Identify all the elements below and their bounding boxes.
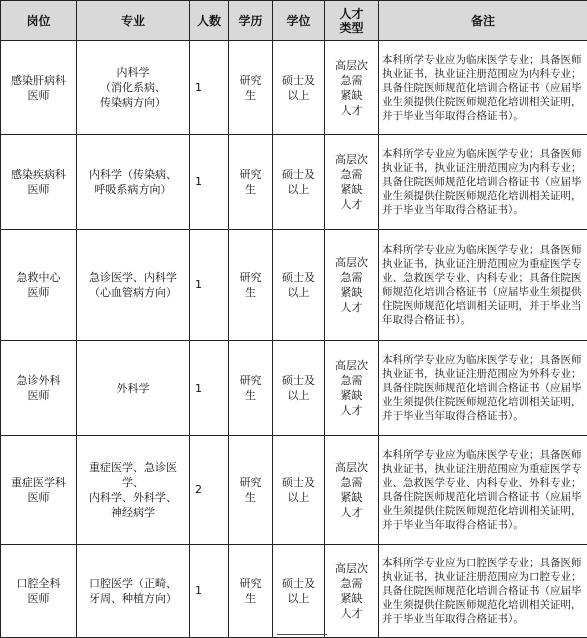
cell-position: 重症医学科 医师 — [1, 436, 77, 544]
cell-position: 急诊外科 医师 — [1, 340, 77, 435]
cell-degree: 硕士及 以上 — [273, 135, 325, 229]
cell-education: 研究 生 — [229, 229, 273, 340]
cell-count: 1 — [190, 544, 229, 637]
header-position: 岗位 — [1, 1, 77, 41]
table-row — [1, 544, 587, 637]
table-header-row — [1, 1, 587, 41]
header-degree: 学位 — [273, 1, 325, 41]
cell-degree: 硕士及 以上 — [273, 544, 325, 637]
cell-degree: 硕士及 以上 — [273, 436, 325, 544]
cell-count: 1 — [190, 229, 229, 340]
cell-education: 研究 生 — [229, 135, 273, 229]
header-talent-type: 人才 类型 — [325, 1, 379, 41]
table-row — [1, 41, 587, 135]
cell-remark: 本科所学专业应为口腔医学专业；具备医师执业证书，执业证注册范围应为口腔专业；具备住院医师规范化培训合格证书（应届毕业生须提供住院医师规范化培训相关证明，并于毕业当年取得合格证书）。 — [379, 544, 587, 637]
header-count: 人数 — [190, 1, 229, 41]
cell-talent-type: 高层次 急需 紧缺 人才 — [325, 229, 379, 340]
cell-position: 感染肝病科 医师 — [1, 41, 77, 135]
header-remark: 备注 — [379, 1, 587, 41]
cell-major: 外科学 — [77, 340, 190, 435]
cell-count: 2 — [190, 436, 229, 544]
cell-position: 急救中心 医师 — [1, 229, 77, 340]
cell-remark: 本科所学专业应为临床医学专业；具备医师执业证书，执业证注册范围应为重症医学专业、急救医学专业、内科专业、外科专业；具备住院医师规范化培训合格证书（应届毕业生须提供住院医师规范化培训相关证明，并于毕业当年取得合格证书）。 — [379, 436, 587, 544]
bottom-divider — [277, 634, 327, 635]
cell-talent-type: 高层次 急需 紧缺 人才 — [325, 436, 379, 544]
cell-education: 研究 生 — [229, 544, 273, 637]
table-row — [1, 135, 587, 229]
table-row — [1, 436, 587, 544]
cell-education: 研究 生 — [229, 340, 273, 435]
cell-talent-type: 高层次 急需 紧缺 人才 — [325, 41, 379, 135]
cell-remark: 本科所学专业应为临床医学专业；具备医师执业证书，执业证注册范围应为内科专业；具备住院医师规范化培训合格证书（应届毕业生须提供住院医师规范化培训相关证明，并于毕业当年取得合格证书）。 — [379, 41, 587, 135]
cell-talent-type: 高层次 急需 紧缺 人才 — [325, 544, 379, 637]
table-row — [1, 340, 587, 435]
cell-major: 内科学 （消化系病、 传染病方向） — [77, 41, 190, 135]
cell-education: 研究 生 — [229, 41, 273, 135]
cell-major: 急诊医学、内科学 （心血管病方向） — [77, 229, 190, 340]
cell-talent-type: 高层次 急需 紧缺 人才 — [325, 135, 379, 229]
cell-degree: 硕士及 以上 — [273, 229, 325, 340]
cell-major: 重症医学、急诊医 学、 内科学、外科学、 神经病学 — [77, 436, 190, 544]
cell-education: 研究 生 — [229, 436, 273, 544]
cell-position: 口腔全科 医师 — [1, 544, 77, 637]
cell-major: 口腔医学（正畸、 牙周、种植方向） — [77, 544, 190, 637]
cell-remark: 本科所学专业应为临床医学专业；具备医师执业证书，执业证注册范围应为外科专业；具备住院医师规范化培训合格证书（应届毕业生须提供住院医师规范化培训相关证明，并于毕业当年取得合格证书）。 — [379, 340, 587, 435]
cell-count: 1 — [190, 41, 229, 135]
cell-degree: 硕士及 以上 — [273, 340, 325, 435]
cell-count: 1 — [190, 340, 229, 435]
cell-position: 感染疾病科 医师 — [1, 135, 77, 229]
header-major: 专业 — [77, 1, 190, 41]
table-row — [1, 229, 587, 340]
cell-degree: 硕士及 以上 — [273, 41, 325, 135]
header-education: 学历 — [229, 1, 273, 41]
cell-talent-type: 高层次 急需 紧缺 人才 — [325, 340, 379, 435]
cell-major: 内科学（传染病、 呼吸系病方向） — [77, 135, 190, 229]
cell-remark: 本科所学专业应为临床医学专业；具备医师执业证书，执业证注册范围应为内科专业；具备住院医师规范化培训合格证书（应届毕业生须提供住院医师规范化培训相关证明，并于毕业当年取得合格证书）。 — [379, 135, 587, 229]
cell-remark: 本科所学专业应为临床医学专业；具备医师执业证书，执业证注册范围应为重症医学专业、急救医学专业、内科专业；具备住院医师规范化培训合格证书（应届毕业生须提供住院医师规范化培训相关证明，并于毕业当年取得合格证书）。 — [379, 229, 587, 340]
cell-count: 1 — [190, 135, 229, 229]
